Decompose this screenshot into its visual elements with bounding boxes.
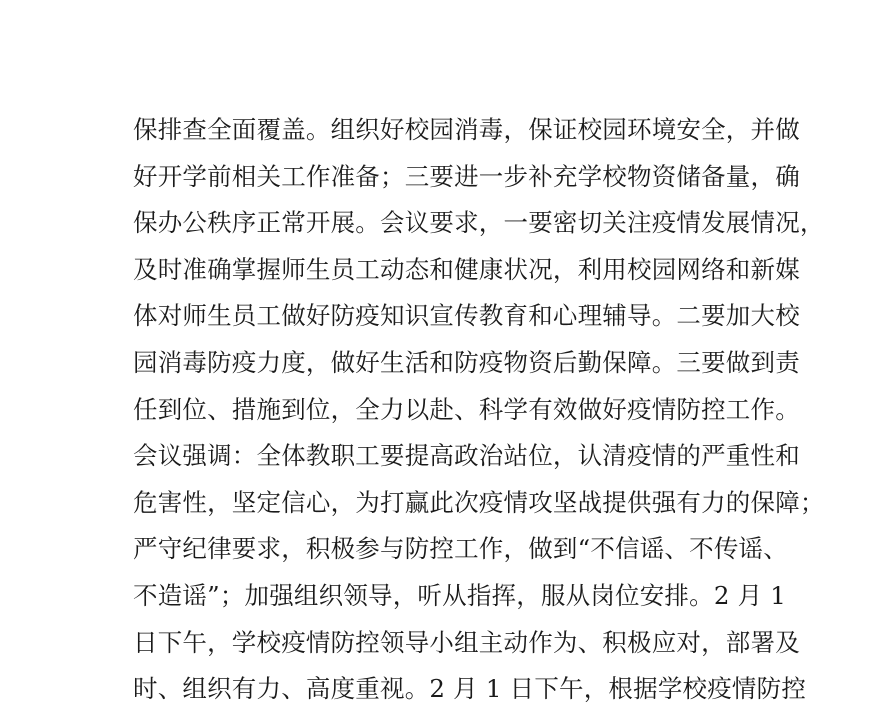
text-line: 日下午，学校疫情防控领导小组主动作为、积极应对，部署及 xyxy=(133,627,800,657)
text-line: 会议强调：全体教职工要提高政治站位，认清疫情的严重性和 xyxy=(133,441,800,471)
text-line: 保排查全面覆盖。组织好校园消毒，保证校园环境安全，并做 xyxy=(133,115,800,144)
text-line: 体对师生员工做好防疫知识宣传教育和心理辅导。二要加大校 xyxy=(133,301,800,331)
body-text xyxy=(133,107,825,713)
text-line: 任到位、措施到位，全力以赴、科学有效做好疫情防控工作。 xyxy=(133,394,800,424)
text-line: 不造谣”；加强组织领导，听从指挥，服从岗位安排。2 月 1 xyxy=(133,580,787,610)
text-line: 保办公秩序正常开展。会议要求，一要密切关注疫情发展情况， xyxy=(133,208,825,238)
text-line: 严守纪律要求，积极参与防控工作，做到“不信谣、不传谣、 xyxy=(133,534,788,564)
text-line: 园消毒防疫力度，做好生活和防疫物资后勤保障。三要做到责 xyxy=(133,347,800,377)
text-line: 好开学前相关工作准备；三要进一步补充学校物资储备量，确 xyxy=(133,161,800,191)
text-line: 时、组织有力、高度重视。2 月 1 日下午，根据学校疫情防控 xyxy=(133,674,807,704)
text-line: 危害性，坚定信心，为打赢此次疫情攻坚战提供强有力的保障； xyxy=(133,487,825,517)
text-line: 及时准确掌握师生员工动态和健康状况，利用校园网络和新媒 xyxy=(133,254,800,284)
